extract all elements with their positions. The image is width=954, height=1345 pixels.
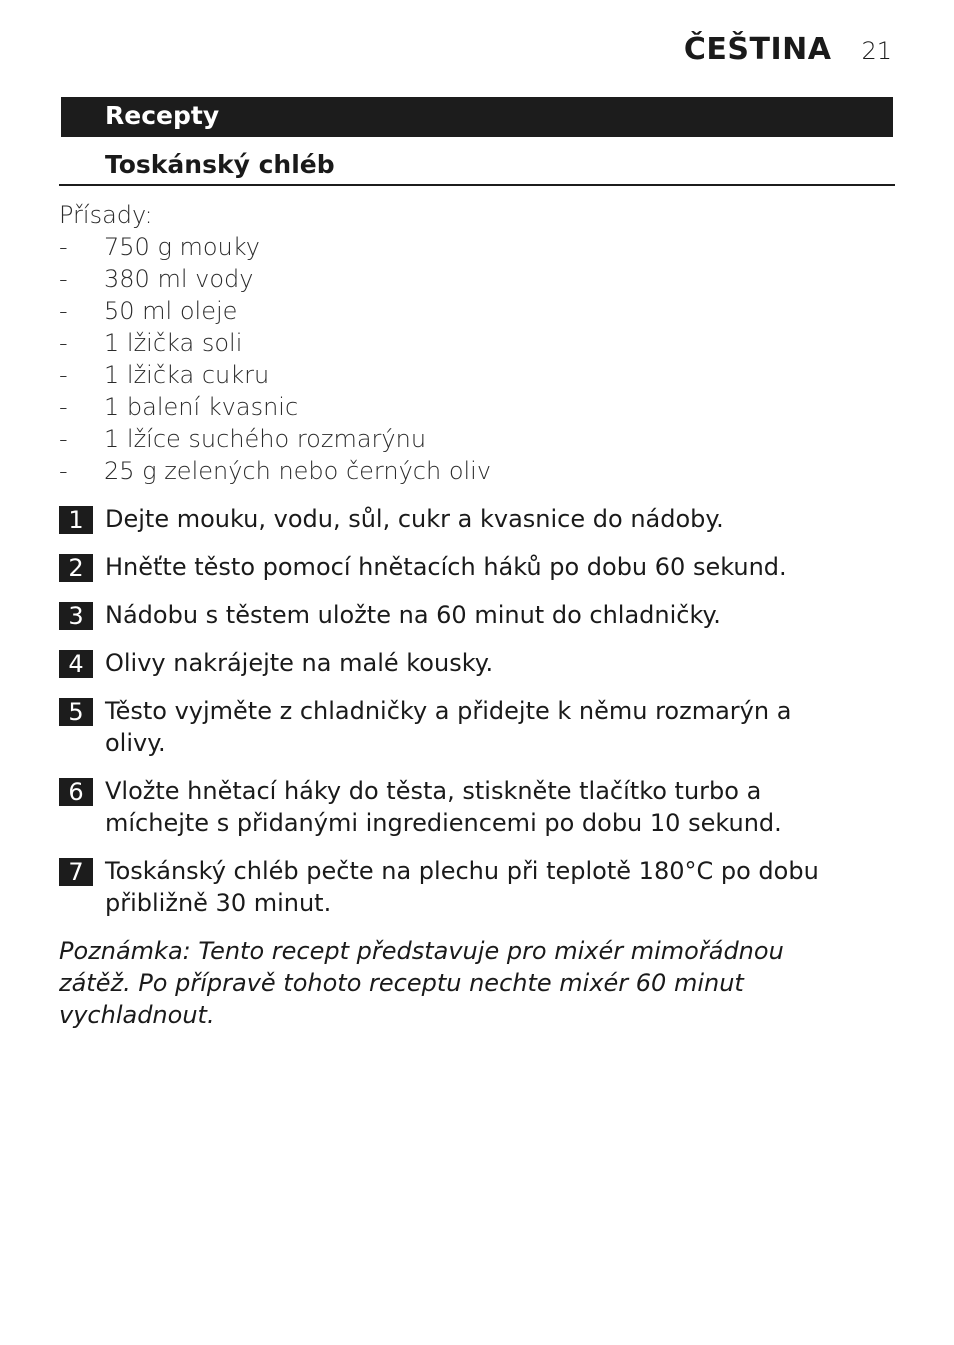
ingredient-text: 1 balení kvasnic bbox=[104, 393, 299, 421]
section-title: Recepty bbox=[105, 101, 220, 130]
ingredient-text: 1 lžička soli bbox=[104, 329, 243, 357]
recipe-note: Poznámka: Tento recept představuje pro mixér mimořádnou zátěž. Po přípravě tohoto receptu nechte mixér 60 minut vychladnout. bbox=[59, 937, 784, 1029]
step-item bbox=[59, 695, 859, 759]
ingredient-text: 380 ml vody bbox=[104, 265, 254, 293]
bullet-dash: - bbox=[59, 425, 68, 453]
step-text: Hněťte těsto pomocí hnětacích háků po dobu 60 sekund. bbox=[105, 553, 787, 581]
ingredient-item bbox=[59, 231, 859, 263]
bullet-dash: - bbox=[59, 393, 68, 421]
ingredient-item bbox=[59, 423, 859, 455]
ingredient-item bbox=[59, 263, 859, 295]
ingredient-item bbox=[59, 455, 859, 487]
ingredient-text: 1 lžíce suchého rozmarýnu bbox=[104, 425, 427, 453]
page-header bbox=[684, 32, 892, 67]
step-number: 2 bbox=[59, 554, 93, 582]
step-number: 5 bbox=[59, 698, 93, 726]
step-number: 6 bbox=[59, 778, 93, 806]
steps-list bbox=[59, 503, 859, 919]
ingredient-text: 25 g zelených nebo černých oliv bbox=[104, 457, 492, 485]
ingredient-item bbox=[59, 391, 859, 423]
step-number: 7 bbox=[59, 858, 93, 886]
step-item bbox=[59, 775, 859, 839]
bullet-dash: - bbox=[59, 457, 68, 485]
step-text: Nádobu s těstem uložte na 60 minut do chladničky. bbox=[105, 601, 721, 629]
step-text: Vložte hnětací háky do těsta, stiskněte tlačítko turbo a míchejte s přidanými ingrediencemi po dobu 10 sekund. bbox=[105, 777, 782, 837]
step-number: 4 bbox=[59, 650, 93, 678]
section-band bbox=[61, 97, 893, 137]
recipe-content bbox=[59, 199, 859, 1031]
bullet-dash: - bbox=[59, 297, 68, 325]
ingredient-text: 750 g mouky bbox=[104, 233, 260, 261]
ingredients-list bbox=[59, 231, 859, 487]
step-text: Dejte mouku, vodu, sůl, cukr a kvasnice do nádoby. bbox=[105, 505, 724, 533]
ingredient-text: 50 ml oleje bbox=[104, 297, 238, 325]
language-title: ČEŠTINA bbox=[683, 32, 832, 67]
bullet-dash: - bbox=[59, 329, 68, 357]
step-item bbox=[59, 855, 859, 919]
step-item bbox=[59, 503, 859, 535]
ingredient-item bbox=[59, 327, 859, 359]
ingredient-item bbox=[59, 359, 859, 391]
bullet-dash: - bbox=[59, 265, 68, 293]
step-text: Olivy nakrájejte na malé kousky. bbox=[105, 649, 494, 677]
step-item bbox=[59, 551, 859, 583]
title-rule bbox=[59, 184, 895, 186]
step-item bbox=[59, 599, 859, 631]
step-text: Toskánský chléb pečte na plechu při teplotě 180°C po dobu přibližně 30 minut. bbox=[105, 857, 819, 917]
recipe-title: Toskánský chléb bbox=[105, 150, 335, 179]
page-number: 21 bbox=[861, 37, 892, 65]
ingredient-text: 1 lžička cukru bbox=[104, 361, 270, 389]
step-number: 3 bbox=[59, 602, 93, 630]
step-item bbox=[59, 647, 859, 679]
step-number: 1 bbox=[59, 506, 93, 534]
ingredients-label: Přísady: bbox=[59, 201, 153, 229]
step-text: Těsto vyjměte z chladničky a přidejte k němu rozmarýn a olivy. bbox=[105, 697, 792, 757]
bullet-dash: - bbox=[59, 233, 68, 261]
ingredient-item bbox=[59, 295, 859, 327]
bullet-dash: - bbox=[59, 361, 68, 389]
